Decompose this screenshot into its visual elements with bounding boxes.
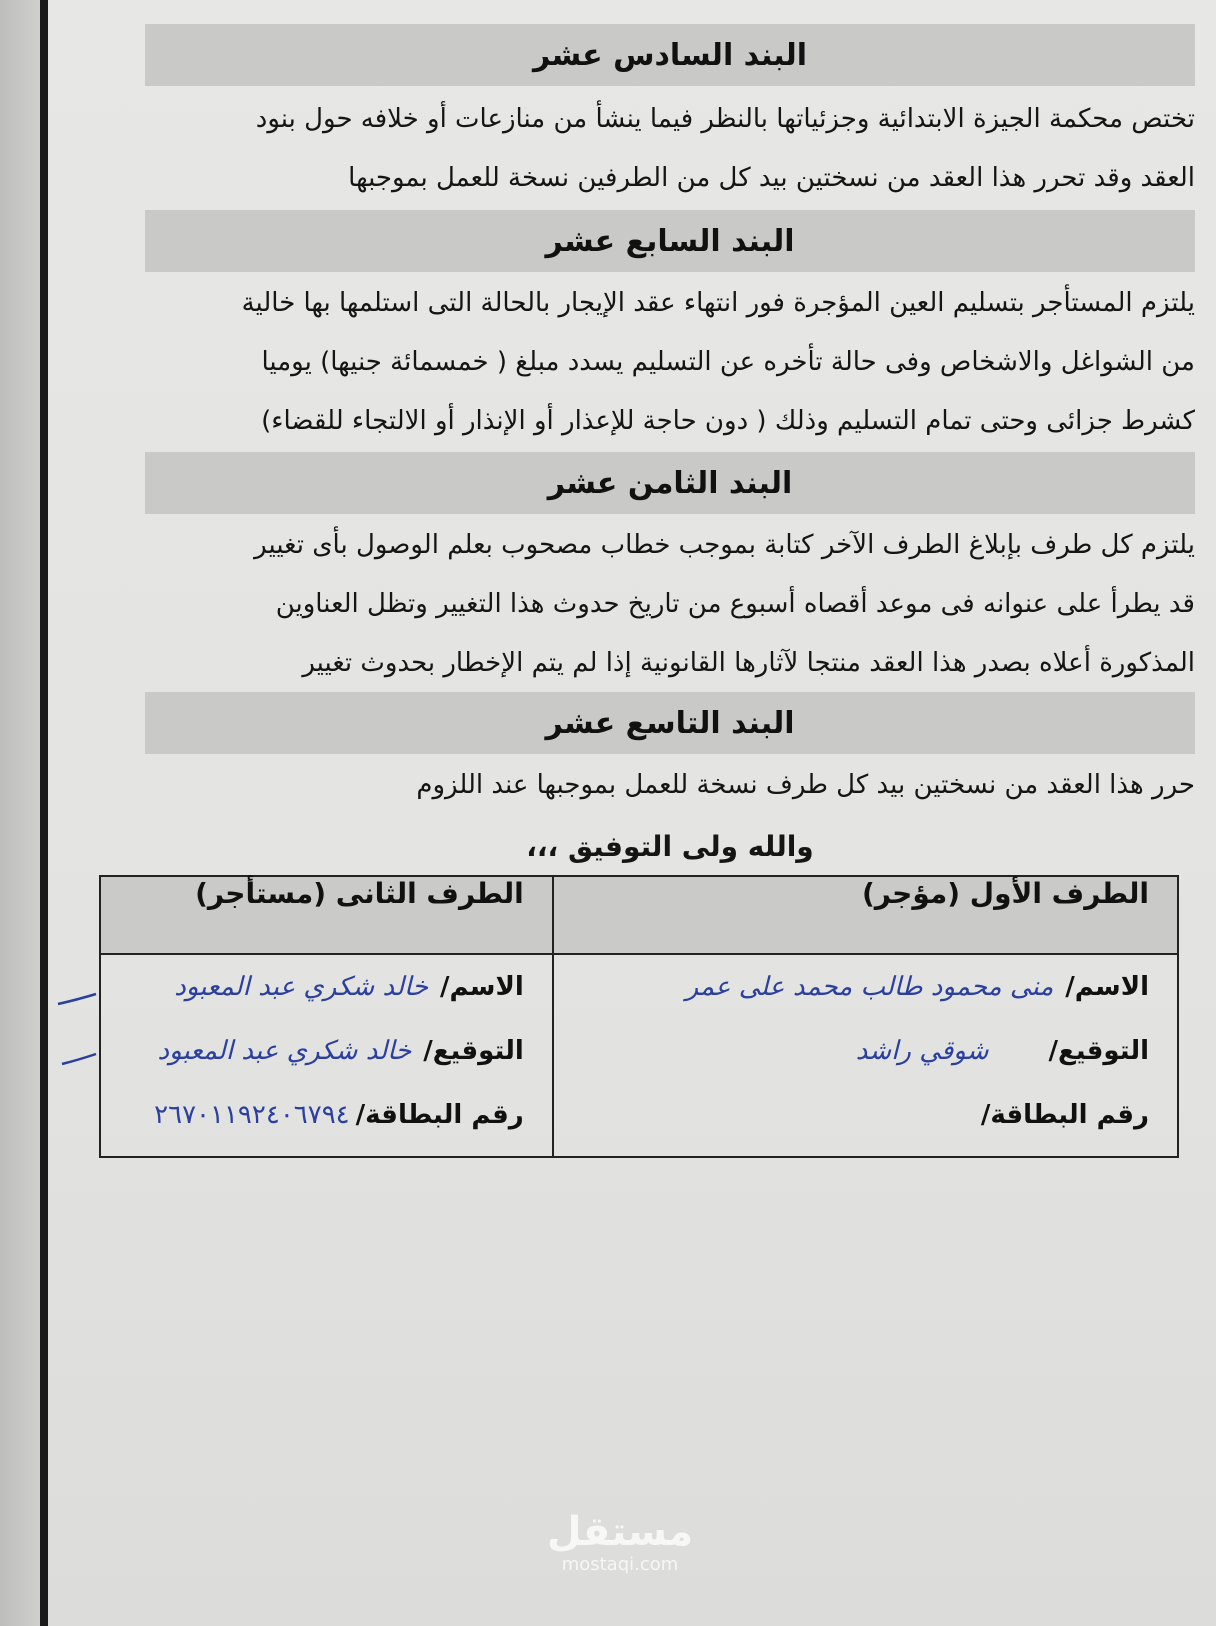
watermark-logo: مستقل [546, 1509, 694, 1555]
first-party-card-label: رقم البطاقة/ [980, 1100, 1149, 1130]
second-party-title: الطرف الثانى (مستأجر) [100, 876, 553, 954]
margin-pen-strokes [52, 980, 102, 1070]
second-party-signature-label: التوقيع/ [423, 1036, 524, 1066]
second-party-signature-row [101, 1019, 552, 1083]
binding-margin-line [40, 0, 48, 1626]
clause-17-line-3: كشرط جزائى وحتى تمام التسليم وذلك ( دون حاجة للإعذار أو الإنذار أو الالتجاء للقضاء) [261, 406, 1195, 436]
pen-stroke-2 [62, 1054, 96, 1064]
first-party-title: الطرف الأول (مؤجر) [553, 876, 1178, 954]
pen-stroke-1 [58, 994, 96, 1004]
second-party-card-row [101, 1083, 552, 1147]
first-party-name-handwriting: منى محمود طالب محمد على عمر [685, 972, 1054, 1002]
clause-16-body [145, 90, 1195, 208]
second-party-card-value: ٢٦٧٠١١٩٢٤٠٦٧٩٤ [154, 1100, 350, 1130]
clause-16-line-2: العقد وقد تحرر هذا العقد من نسختين بيد كل من الطرفين نسخة للعمل بموجبها [348, 163, 1195, 193]
second-party-name-handwriting: خالد شكري عبد المعبود [174, 972, 429, 1002]
second-party-card-label: رقم البطاقة/ [355, 1100, 524, 1130]
first-party-name-row [554, 955, 1177, 1019]
closing-phrase: والله ولى التوفيق ،،، [526, 830, 814, 863]
first-party-card-row [554, 1083, 1177, 1147]
clause-17-body [145, 274, 1195, 451]
second-party-name-label: الاسم/ [440, 972, 524, 1002]
clause-16-line-1: تختص محكمة الجيزة الابتدائية وجزئياتها بالنظر فيما ينشأ من منازعات أو خلافه حول بنود [255, 104, 1195, 134]
clause-17-line-1: يلتزم المستأجر بتسليم العين المؤجرة فور انتهاء عقد الإيجار بالحالة التى استلمها بها خالية [241, 288, 1195, 318]
watermark-url: mostaqi.com [561, 1554, 679, 1575]
first-party-signature-handwriting: شوقي راشد [855, 1036, 989, 1066]
clause-18-line-3: المذكورة أعلاه بصدر هذا العقد منتجا لآثارها القانونية إذا لم يتم الإخطار بحدوث تغيير [302, 648, 1195, 678]
first-party-signature-label: التوقيع/ [1048, 1036, 1149, 1066]
clause-19-line-1: حرر هذا العقد من نسختين بيد كل طرف نسخة للعمل بموجبها عند اللزوم [416, 770, 1195, 800]
first-party-signature-row [554, 1019, 1177, 1083]
page-edge-shadow [0, 0, 40, 1626]
clause-17-line-2: من الشواغل والاشخاص وفى حالة تأخره عن التسليم يسدد مبلغ ( خمسمائة جنيها) يوميا [261, 347, 1195, 377]
clause-18-heading: البند الثامن عشر [145, 452, 1195, 514]
second-party-name-row [101, 955, 552, 1019]
watermark [520, 1510, 720, 1575]
clause-16-heading: البند السادس عشر [145, 24, 1195, 86]
first-party-name-label: الاسم/ [1065, 972, 1149, 1002]
signature-table [99, 875, 1179, 1158]
second-party-cell [100, 954, 553, 1157]
first-party-cell [553, 954, 1178, 1157]
second-party-signature-handwriting: خالد شكري عبد المعبود [157, 1036, 412, 1066]
clause-18-body [145, 516, 1195, 693]
clause-18-line-2: قد يطرأ على عنوانه فى موعد أقصاه أسبوع من تاريخ حدوث هذا التغيير وتظل العناوين [275, 589, 1195, 619]
clause-17-heading: البند السابع عشر [145, 210, 1195, 272]
clause-19-body [145, 756, 1195, 815]
clause-18-line-1: يلتزم كل طرف بإبلاغ الطرف الآخر كتابة بموجب خطاب مصحوب بعلم الوصول بأى تغيير [254, 530, 1195, 560]
clause-19-heading: البند التاسع عشر [145, 692, 1195, 754]
